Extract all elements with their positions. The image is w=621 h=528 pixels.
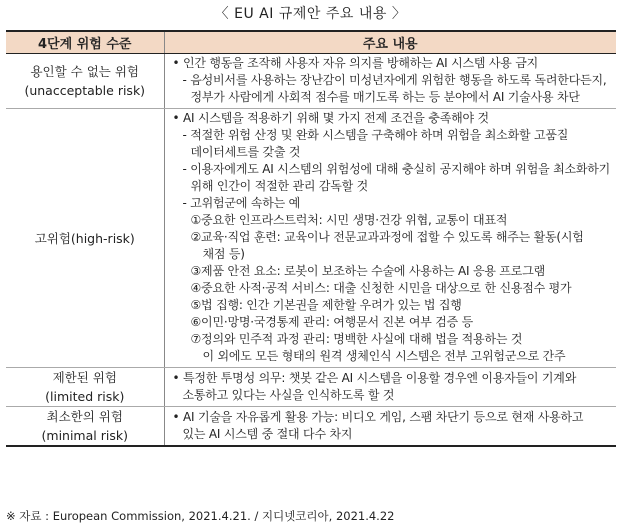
bullet-line: • 특정한 투명성 의무: 챗봇 같은 AI 시스템을 이용할 경우엔 이용자들이 기계와 <box>172 370 577 385</box>
risk-level-english: (unacceptable risk) <box>24 83 146 98</box>
risk-level-cell <box>6 407 164 447</box>
continuation-line: 채점 등) <box>202 247 245 261</box>
content-cell <box>164 368 616 407</box>
numbered-example: ①중요한 인프라스트럭처: 시민 생명·건강 위협, 교통이 대표적 <box>190 213 508 227</box>
continuation-line: 데이터세트를 갖출 것 <box>190 145 301 159</box>
continuation-line: 정부가 사람에게 사회적 점수를 매기도록 하는 등 분야에서 AI 기술사용 차단 <box>190 90 580 104</box>
continuation-line: 있는 AI 시스템 중 절대 다수 차지 <box>182 426 353 441</box>
source-note: ※ 자료 : European Commission, 2021.4.21. / 지디넷코리아, 2021.4.22 <box>6 509 395 523</box>
risk-level-cell <box>6 368 164 407</box>
numbered-example: ⑦정의와 민주적 과정 관리: 명백한 사실에 대해 법을 적용하는 것 <box>190 332 523 346</box>
table-row <box>6 54 616 109</box>
bullet-line: • AI 기술을 자유롭게 활용 가능: 비디오 게임, 스팸 차단기 등으로 현재 사용하고 <box>172 409 584 424</box>
numbered-example: ⑤법 집행: 인간 기본권을 제한할 우려가 있는 법 집행 <box>190 298 462 312</box>
bullet-line: • 인간 행동을 조작해 사용자 자유 의지를 방해하는 AI 시스템 사용 금지 <box>172 56 539 70</box>
dash-line: - 고위험군에 속하는 예 <box>182 196 301 210</box>
content-cell <box>164 54 616 109</box>
table-title: 〈 EU AI 규제안 주요 내용 〉 <box>214 6 407 22</box>
risk-level-korean: 최소한의 위험 <box>46 409 123 424</box>
table-row <box>6 368 616 407</box>
numbered-example: ④중요한 사적·공적 서비스: 대출 신청한 시민을 대상으로 한 신용점수 평가 <box>190 281 572 295</box>
continuation-line: 위해 인간이 적절한 관리 감독할 것 <box>190 179 369 193</box>
content-cell <box>164 109 616 368</box>
risk-level-korean: 고위험(high-risk) <box>34 230 135 246</box>
table-row <box>6 109 616 368</box>
content-cell <box>164 407 616 447</box>
risk-level-cell <box>6 109 164 368</box>
dash-line: - 음성비서를 사용하는 장난감이 미성년자에게 위험한 행동을 하도록 독려한다든지, <box>182 73 607 87</box>
risk-level-english: (limited risk) <box>45 389 125 404</box>
numbered-example: ③제품 안전 요소: 로봇이 보조하는 수술에 사용하는 AI 응용 프로그램 <box>190 264 545 278</box>
bullet-line: • AI 시스템을 적용하기 위해 몇 가지 전제 조건을 충족해야 것 <box>172 111 489 125</box>
eu-ai-regulation-table <box>6 30 616 447</box>
numbered-example: ⑥이민·망명·국경통제 관리: 여행문서 진본 여부 검증 등 <box>190 315 474 329</box>
header-risk-level: 4단계 위험 수준 <box>6 31 164 54</box>
header-row <box>6 31 616 54</box>
risk-level-english: (minimal risk) <box>41 428 128 443</box>
numbered-example: ②교육·직업 훈련: 교육이나 전문교과과정에 접할 수 있도록 해주는 활동(시험 <box>190 230 584 244</box>
dash-line: - 이용자에게도 AI 시스템의 위험성에 대해 충실히 공지해야 하며 위험을 최소화하기 <box>182 162 611 176</box>
dash-line: - 적절한 위험 산정 및 완화 시스템을 구축해야 하며 위험을 최소화할 고품질 <box>182 128 569 142</box>
continuation-line: 이 외에도 모든 형태의 원격 생체인식 시스템은 전부 고위험군으로 간주 <box>202 349 566 363</box>
risk-level-korean: 용인할 수 없는 위험 <box>30 64 140 79</box>
continuation-line: 소통하고 있다는 사실을 인식하도록 할 것 <box>182 387 395 402</box>
table-row <box>6 407 616 447</box>
risk-level-cell <box>6 54 164 109</box>
risk-level-korean: 제한된 위험 <box>52 370 117 385</box>
header-main-content: 주요 내용 <box>164 31 616 54</box>
